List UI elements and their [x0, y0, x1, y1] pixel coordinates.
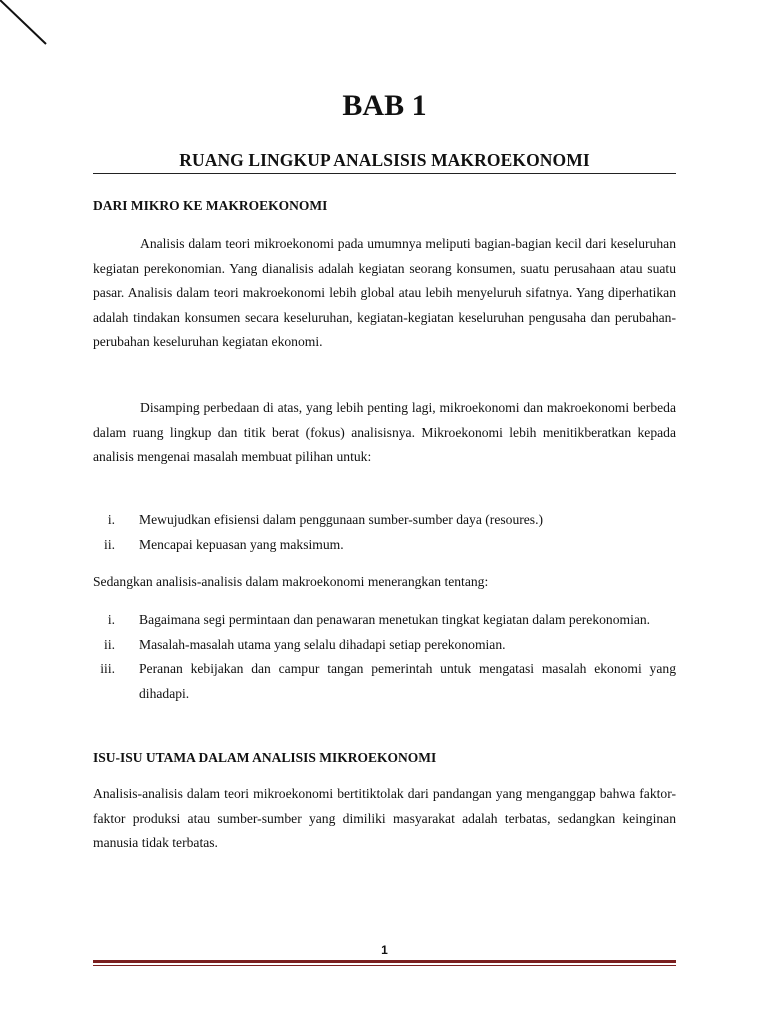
- paragraph-difference: Disamping perbedaan di atas, yang lebih penting lagi, mikroekonomi dan makroekonomi berbeda dalam ruang lingkup dan titik berat (fokus) analisisnya. Mikroekonomi lebih menitikberatkan kepada analisis mengenai masalah membuat pilihan untuk:: [93, 400, 676, 464]
- chapter-title: BAB 1: [342, 89, 427, 122]
- list-marker: ii.: [104, 636, 115, 652]
- chapter-subtitle: RUANG LINGKUP ANALSISIS MAKROEKONOMI: [179, 150, 590, 170]
- list-item-text: Bagaimana segi permintaan dan penawaran menetukan tingkat kegiatan dalam perekonomian.: [139, 612, 651, 627]
- macro-topics-list: [93, 608, 676, 706]
- page-corner-fold-mark: [0, 0, 60, 60]
- list-item: [93, 608, 676, 633]
- list-item-text: Peranan kebijakan dan campur tangan pemerintah untuk mengatasi masalah ekonomi yang dihadapi.: [139, 661, 676, 701]
- list-item-text: Masalah-masalah utama yang selalu dihadapi setiap perekonomian.: [139, 636, 506, 652]
- page-number: 1: [381, 943, 388, 957]
- list-marker: ii.: [104, 536, 115, 552]
- list-marker: i.: [107, 612, 115, 627]
- list-item: [93, 533, 676, 558]
- section-heading-mikro-ke-makro: DARI MIKRO KE MAKROEKONOMI: [93, 198, 328, 213]
- paragraph-macro-intro: Sedangkan analisis-analisis dalam makroekonomi menerangkan tentang:: [93, 574, 489, 589]
- paragraph-scarcity: Analisis-analisis dalam teori mikroekonomi bertitiktolak dari pandangan yang menganggap bahwa faktor-faktor produksi atau sumber-sumber yang dimiliki masyarakat adalah terbatas, sedangkan keinginan manusia tidak terbatas.: [93, 786, 676, 850]
- list-item: [93, 657, 676, 706]
- paragraph-intro: Analisis dalam teori mikroekonomi pada umumnya meliputi bagian-bagian kecil dari keseluruhan kegiatan perekonomian. Yang dianalisis adalah kegiatan seorang konsumen, suatu perusahaan atau suatu pasar. Analisis dalam teori makroekonomi lebih global atau lebih menyeluruh sifatnya. Yang diperhatikan adalah tindakan konsumen secara keseluruhan, kegiatan-kegiatan keseluruhan pengusaha dan perubahan-perubahan keseluruhan kegiatan ekonomi.: [93, 236, 676, 349]
- footer-divider-thick: [93, 960, 676, 963]
- section-heading-isu-utama: ISU-ISU UTAMA DALAM ANALISIS MIKROEKONOMI: [93, 750, 437, 765]
- list-item-text: Mencapai kepuasan yang maksimum.: [139, 536, 344, 552]
- title-divider: [93, 173, 676, 174]
- list-marker: i.: [107, 512, 115, 527]
- list-marker: iii.: [100, 661, 115, 676]
- list-item-text: Mewujudkan efisiensi dalam penggunaan sumber-sumber daya (resoures.): [139, 512, 544, 527]
- micro-goals-list: [93, 508, 676, 557]
- list-item: [93, 508, 676, 533]
- list-item: [93, 633, 676, 658]
- footer-divider-thin: [93, 965, 676, 966]
